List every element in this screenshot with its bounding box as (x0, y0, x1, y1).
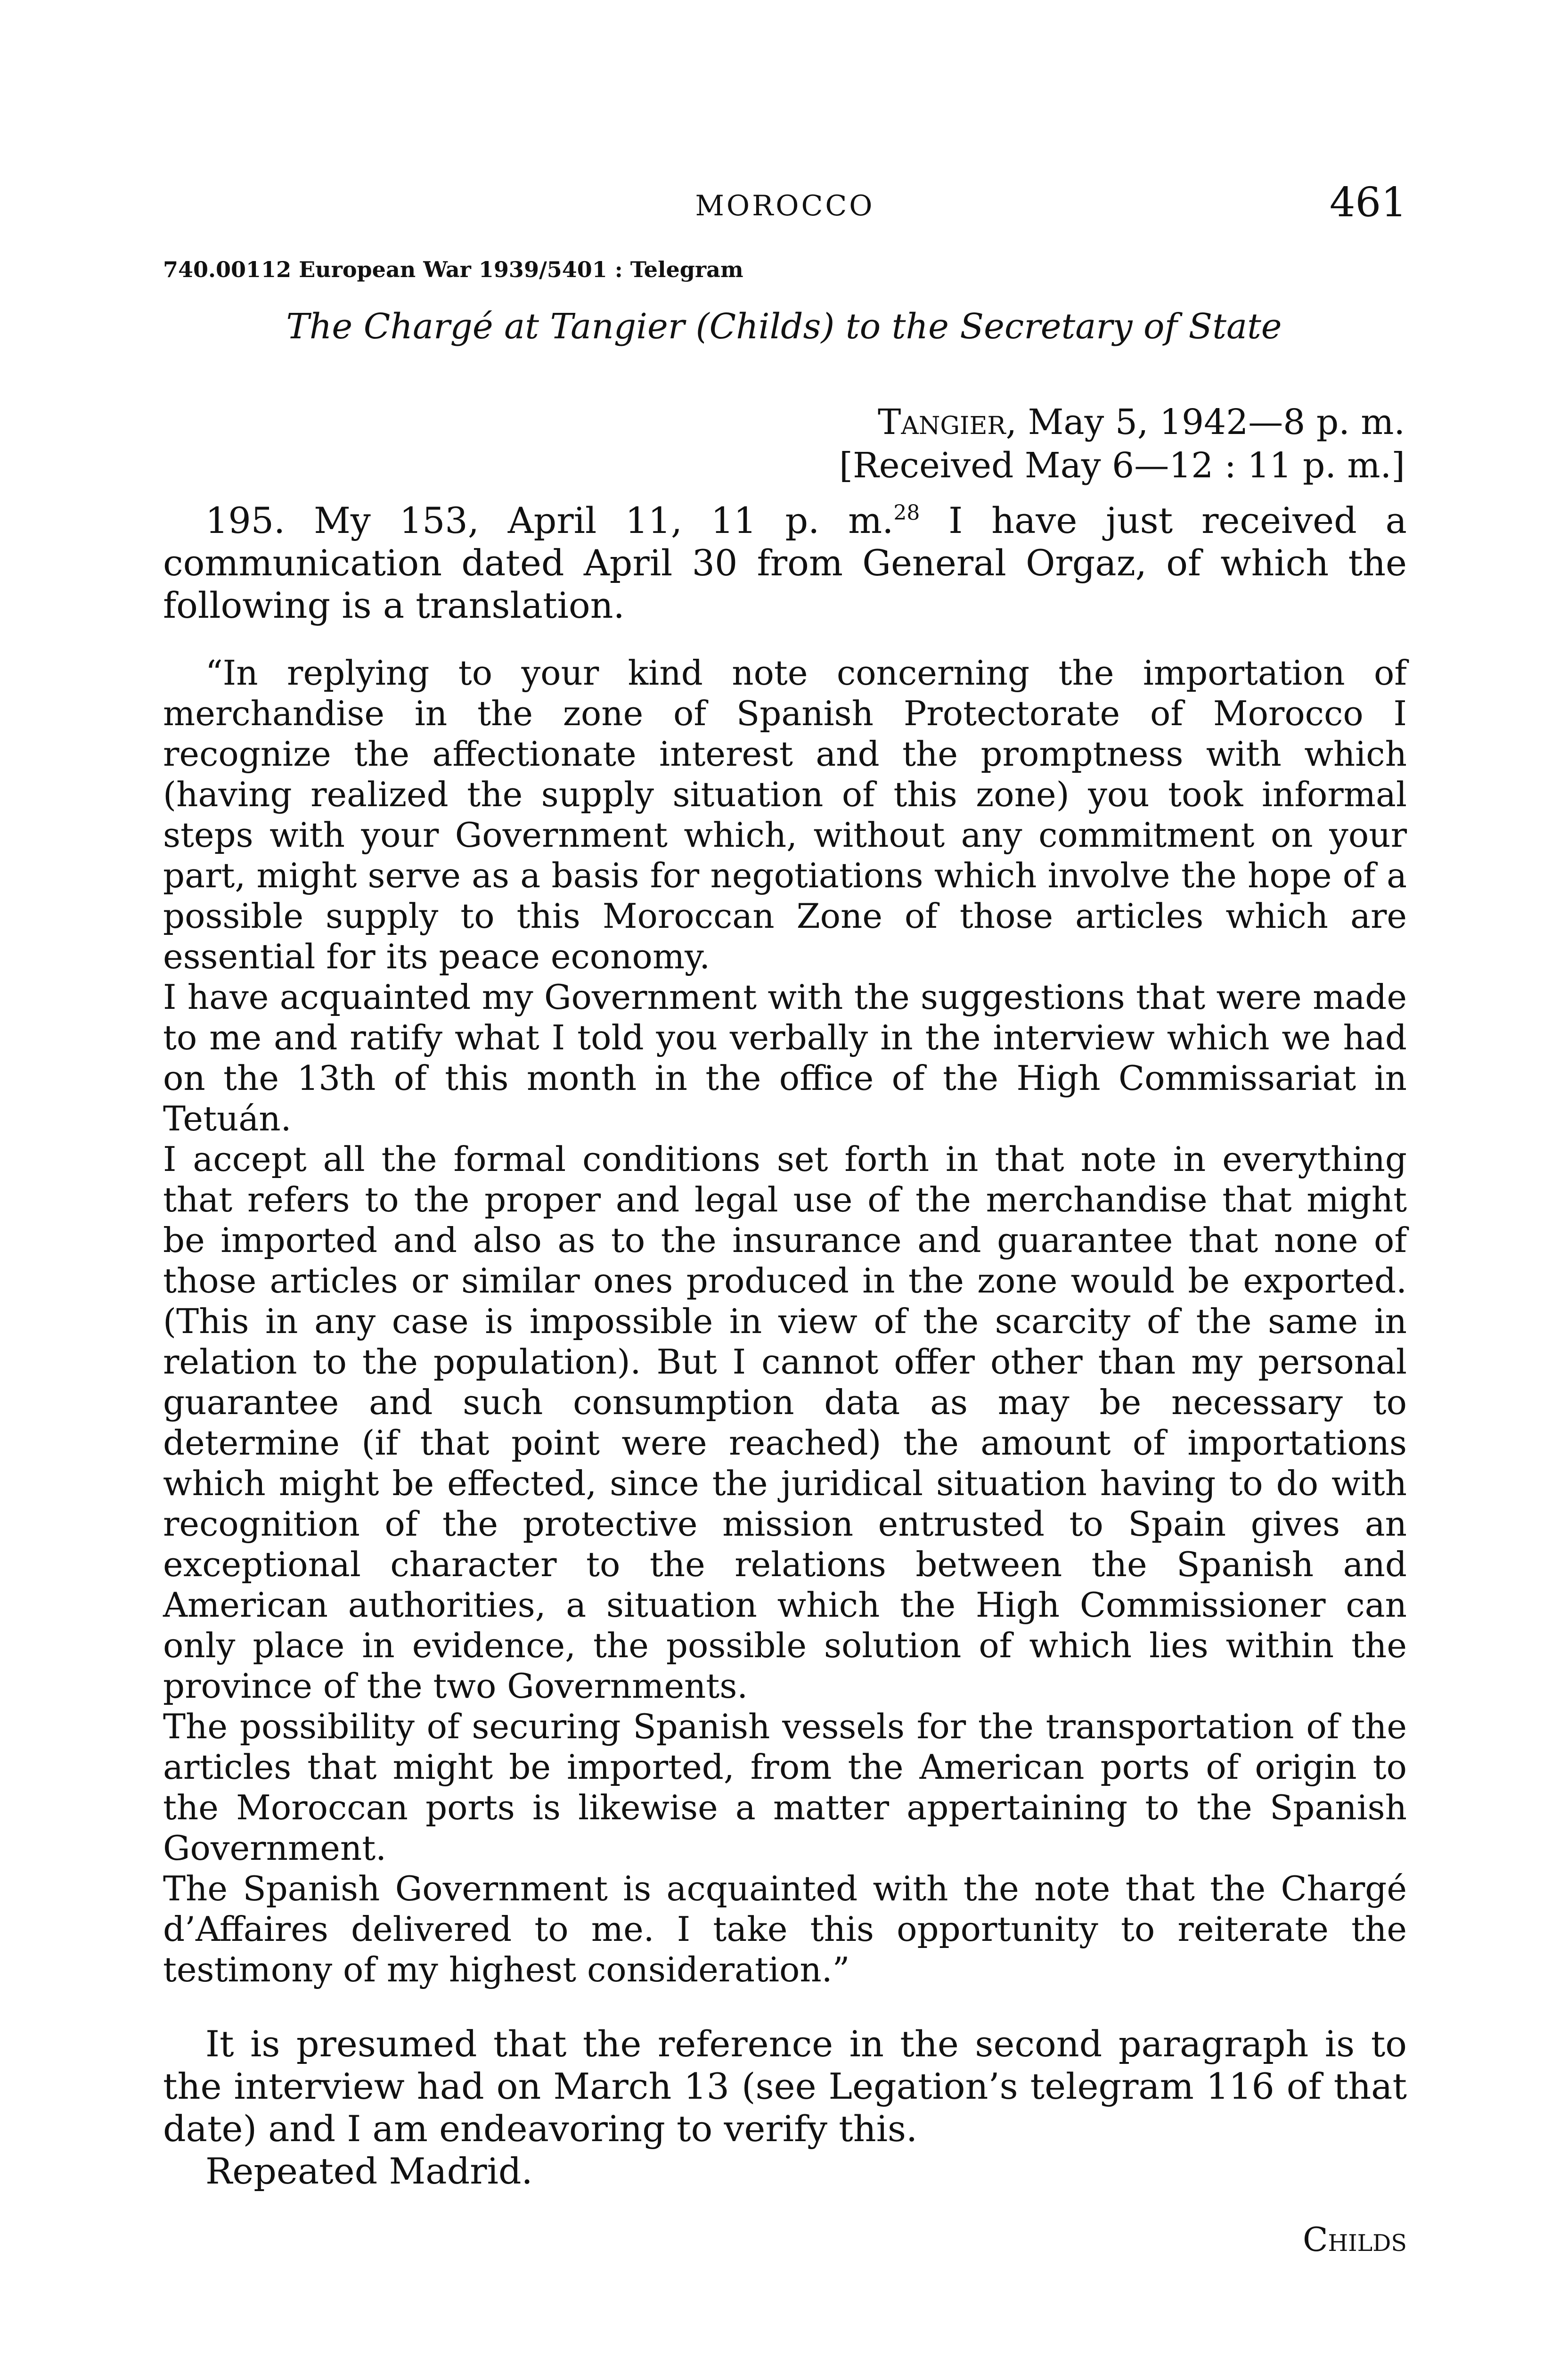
footnote-reference: 28 (893, 501, 920, 525)
document-body (163, 499, 1407, 2261)
signature: Childs (1302, 2220, 1407, 2259)
quote-paragraph: The possibility of securing Spanish vessels for the transportation of the articles that might be imported, from the American ports of origin to the Moroccan ports is likewise a matter appertaining to the Spanish Government. (163, 1707, 1407, 1868)
intro-rest: I have just received a communication dated April 30 from General Orgaz, of which the following is a translation. (163, 499, 1407, 626)
dateline (839, 401, 1405, 487)
place: Tangier, (877, 402, 1017, 442)
intro-lead: 195. My 153, April 11, 11 p. m. (205, 499, 894, 541)
document-title: The Chargé at Tangier (Childs) to the Secretary of State (286, 306, 1282, 347)
place-and-date-line (839, 401, 1405, 444)
quoted-translation (163, 653, 1407, 1990)
running-head (163, 179, 1407, 231)
closing-paragraph: It is presumed that the reference in the second paragraph is to the interview had on March 13 (see Legation’s telegram 116 of that date) and I am endeavoring to verify this. (163, 2023, 1407, 2150)
quote-paragraph: “In replying to your kind note concerning the importation of merchandise in the zone of Spanish Protectorate of Morocco I recognize the affectionate interest and the promptness with which (having realized the supply situation of this zone) you took informal steps with your Government which, without any commitment on your part, might serve as a basis for negotiations which involve the hope of a possible supply to this Moroccan Zone of those articles which are essential for its peace economy. (163, 653, 1407, 976)
running-title: MOROCCO (695, 189, 875, 222)
quote-paragraph: I accept all the formal conditions set forth in that note in everything that refers to the proper and legal use of the merchandise that might be imported and also as to the insurance and guarantee that none of those articles or similar ones produced in the zone would be exported. (This in any case is impossible in view of the scarcity of the same in relation to the population). But I cannot offer other than my personal guarantee and such consumption data as may be necessary to determine (if that point were reached) the amount of importations which might be effected, since the juridical situation having to do with recognition of the protective mission entrusted to Spain gives an exceptional character to the relations between the Spanish and American authorities, a situation which the High Commissioner can only place in evidence, the possible solution of which lies within the province of the two Governments. (163, 1139, 1407, 1706)
page-number: 461 (1329, 179, 1407, 226)
file-reference: 740.00112 European War 1939/5401 : Telegram (163, 257, 743, 282)
received-line: [Received May 6—12 : 11 p. m.] (839, 445, 1405, 486)
closing-paragraph: Repeated Madrid. (205, 2150, 533, 2192)
intro-paragraph (163, 499, 1407, 627)
date: May 5, 1942—8 p. m. (1017, 402, 1405, 442)
quote-paragraph: I have acquainted my Government with the suggestions that were made to me and ratify what I told you verbally in the interview which we had on the 13th of this month in the office of the High Commissariat in Tetuán. (163, 977, 1407, 1138)
closing-section (163, 2023, 1407, 2192)
quote-paragraph: The Spanish Government is acquainted with the note that the Chargé d’Affaires delivered to me. I take this opportunity to reiterate the testimony of my highest consideration.” (163, 1869, 1407, 1989)
